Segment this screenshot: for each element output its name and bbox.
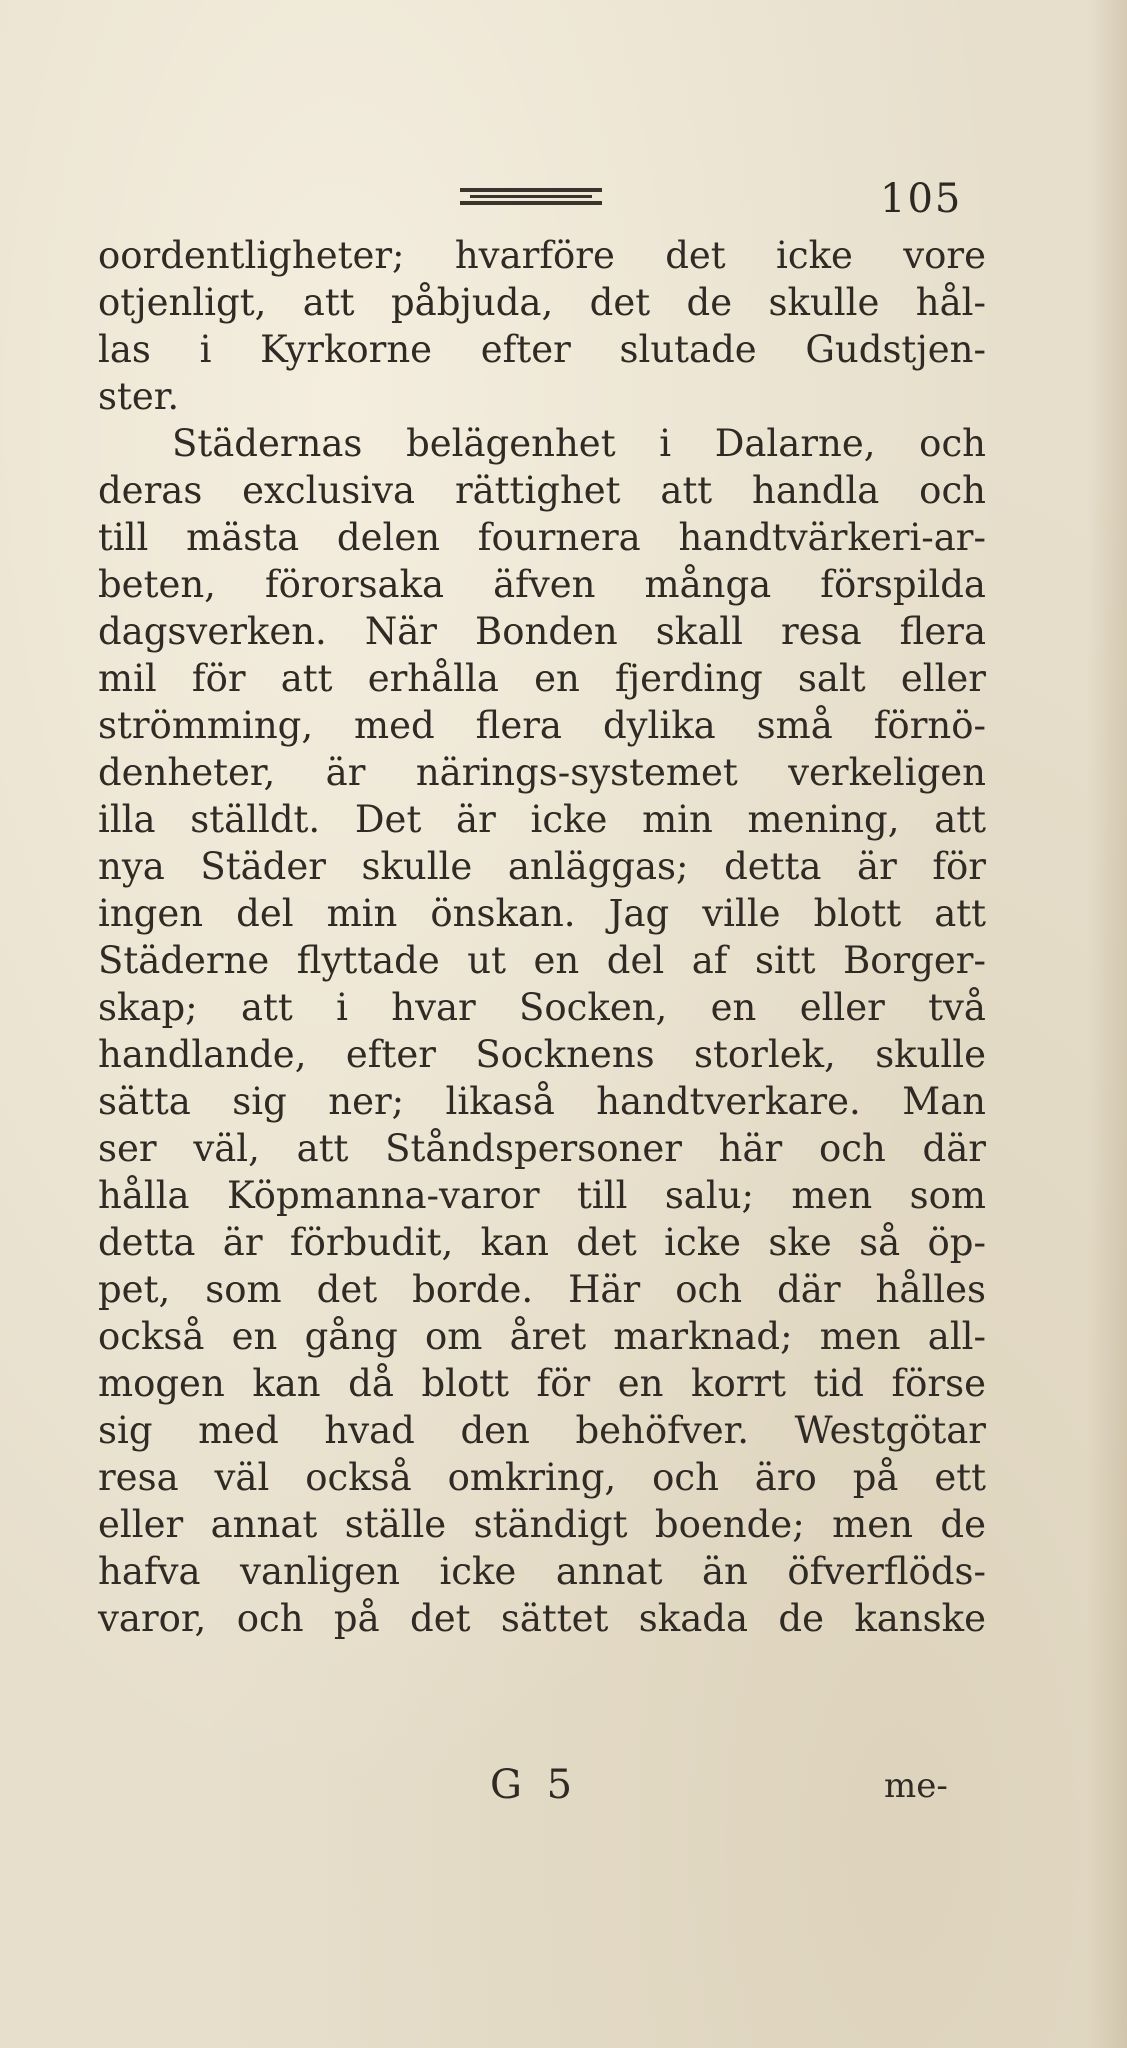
text-line: strömming, med flera dylika små förnö- <box>98 704 986 747</box>
header-ornament <box>460 188 602 206</box>
text-line: också en gång om året marknad; men all- <box>98 1315 986 1358</box>
page-edge-shadow <box>1087 0 1127 2048</box>
text-line: handlande, efter Socknens storlek, skulle <box>98 1033 986 1076</box>
text-line: oordentligheter; hvarföre det icke vore <box>98 234 986 277</box>
text-line: hålla Köpmanna-varor till salu; men som <box>98 1174 986 1217</box>
page-number: 105 <box>880 176 963 222</box>
signature-mark: G 5 <box>490 1762 579 1808</box>
text-line: las i Kyrkorne efter slutade Gudstjen- <box>98 328 986 371</box>
text-line: dagsverken. När Bonden skall resa flera <box>98 610 986 653</box>
text-line: deras exclusiva rättighet att handla och <box>98 469 986 512</box>
text-line: ser väl, att Ståndspersoner här och där <box>98 1127 986 1170</box>
text-line: eller annat ställe ständigt boende; men de <box>98 1503 986 1546</box>
text-line: sig med hvad den behöfver. Westgötar <box>98 1409 986 1452</box>
text-line: ingen del min önskan. Jag ville blott att <box>98 892 986 935</box>
text-line: skap; att i hvar Socken, en eller två <box>98 986 986 1029</box>
text-line: sätta sig ner; likaså handtverkare. Man <box>98 1080 986 1123</box>
catchword: me- <box>884 1766 948 1806</box>
text-line: denheter, är närings-systemet verkeligen <box>98 751 986 794</box>
text-line: ster. <box>98 375 180 418</box>
text-line: detta är förbudit, kan det icke ske så öp- <box>98 1221 986 1264</box>
text-line: resa väl också omkring, och äro på ett <box>98 1456 986 1499</box>
text-line: varor, och på det sättet skada de kanske <box>98 1597 986 1640</box>
text-line: Städerne flyttade ut en del af sitt Borger- <box>98 939 986 982</box>
text-line: beten, förorsaka äfven många förspilda <box>98 563 986 606</box>
text-line: pet, som det borde. Här och där hålles <box>98 1268 986 1311</box>
text-line: nya Städer skulle anläggas; detta är för <box>98 845 986 888</box>
text-line: till mästa delen fournera handtvärkeri-ar- <box>98 516 986 559</box>
text-line: hafva vanligen icke annat än öfverflöds- <box>98 1550 986 1593</box>
text-line: illa ställdt. Det är icke min mening, att <box>98 798 986 841</box>
text-line: mogen kan då blott för en korrt tid förse <box>98 1362 986 1405</box>
body-text <box>98 232 986 1642</box>
text-line: otjenligt, att påbjuda, det de skulle hål- <box>98 281 986 324</box>
text-line: mil för att erhålla en fjerding salt eller <box>98 657 986 700</box>
text-line: Städernas belägenhet i Dalarne, och <box>172 422 986 465</box>
